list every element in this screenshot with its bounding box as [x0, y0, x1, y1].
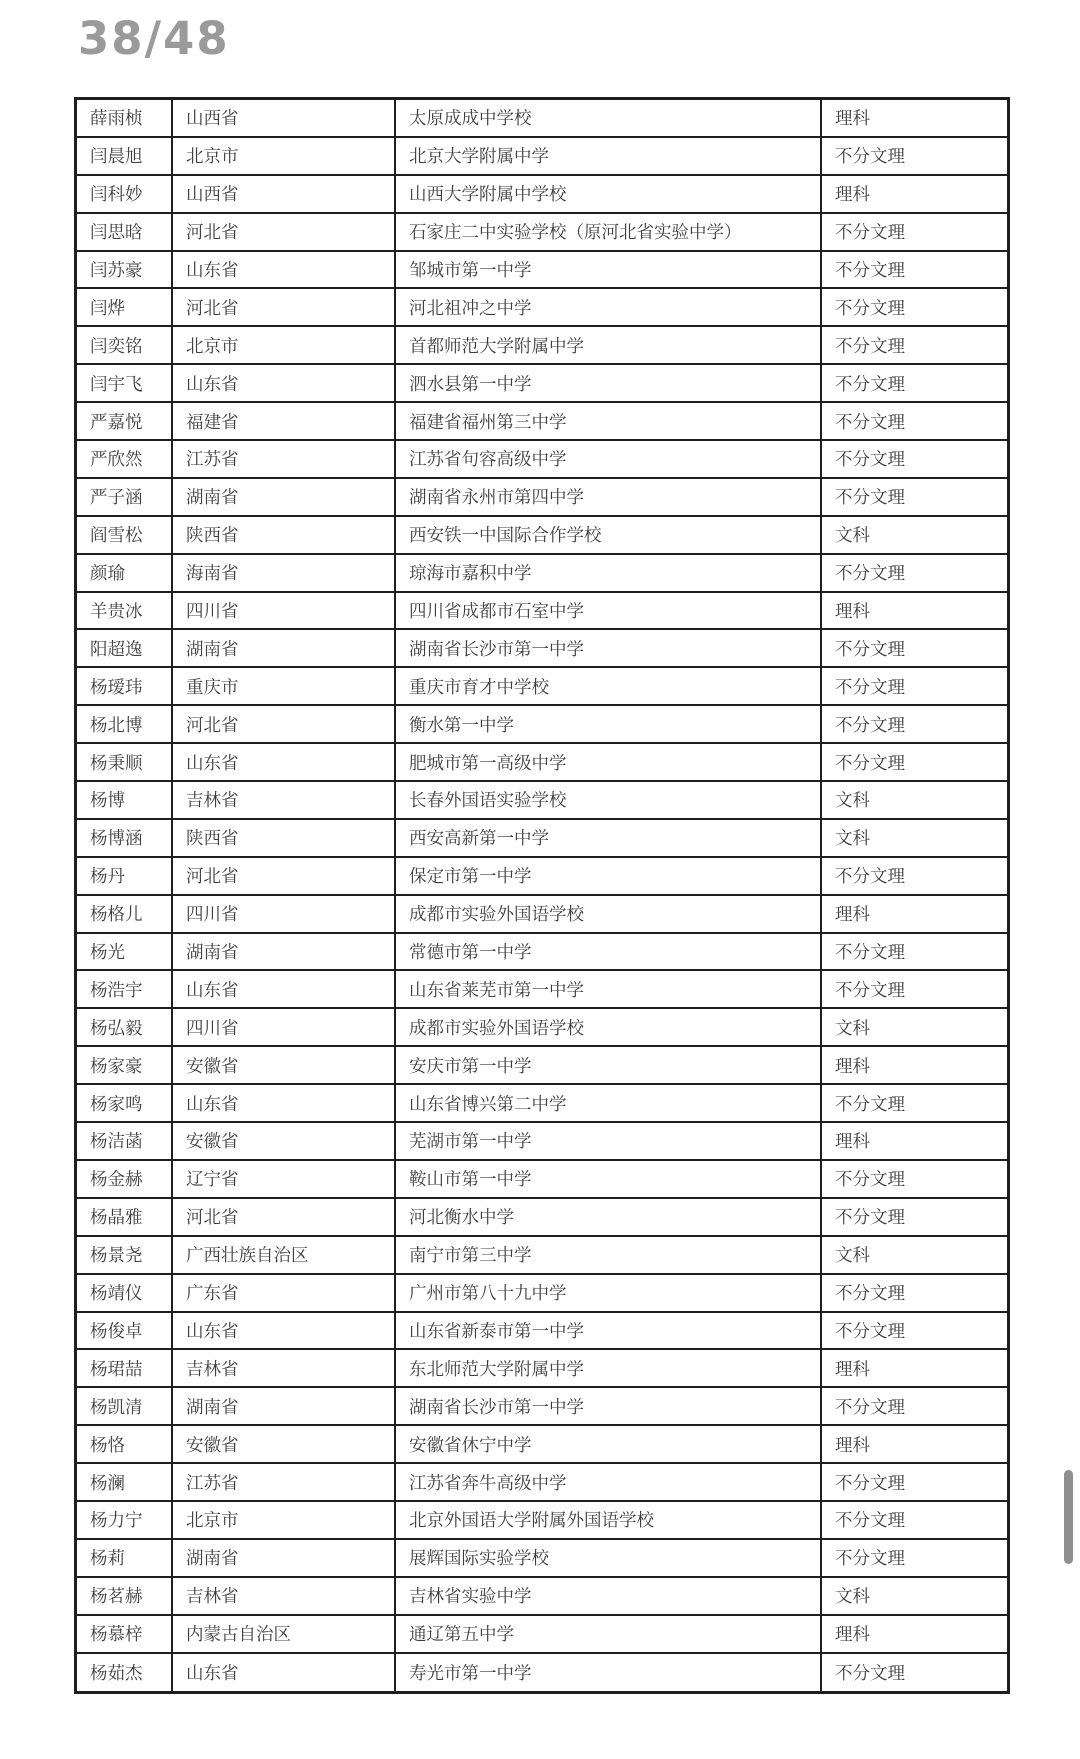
- table-row: [77, 1654, 1007, 1692]
- cell-school: 湖南省长沙市第一中学: [396, 1388, 822, 1424]
- cell-track: 不分文理: [835, 488, 905, 509]
- cell-province: 湖南省: [173, 630, 396, 666]
- cell-province: 安徽省: [173, 1426, 396, 1462]
- cell-name: 杨弘毅: [77, 1009, 173, 1045]
- cell-province: 湖南省: [173, 934, 396, 970]
- cell-name: 闫宇飞: [77, 365, 173, 401]
- cell-name: 杨博: [77, 782, 173, 818]
- cell-name: 杨洁菡: [77, 1123, 173, 1159]
- cell-province: 广东省: [173, 1275, 396, 1311]
- cell-name: 杨力宁: [77, 1502, 173, 1538]
- cell-name: 杨家豪: [77, 1047, 173, 1083]
- cell-school: 西安铁一中国际合作学校: [396, 517, 822, 553]
- cell-track: 不分文理: [835, 980, 905, 1001]
- cell-track: 不分文理: [835, 147, 905, 168]
- table-row: [77, 1540, 1007, 1578]
- cell-name: 杨金赫: [77, 1161, 173, 1197]
- cell-name: 杨家鸣: [77, 1085, 173, 1121]
- table-row: [77, 668, 1007, 706]
- cell-track: 不分文理: [835, 753, 905, 774]
- cell-track: 理科: [835, 109, 870, 130]
- table-row: [77, 1047, 1007, 1085]
- cell-school: 衡水第一中学: [396, 706, 822, 742]
- table-row: [77, 138, 1007, 176]
- cell-school: 邹城市第一中学: [396, 252, 822, 288]
- cell-school: 北京外国语大学附属外国语学校: [396, 1502, 822, 1538]
- cell-school: 琼海市嘉积中学: [396, 555, 822, 591]
- cell-school: 东北师范大学附属中学: [396, 1350, 822, 1386]
- cell-province: 山东省: [173, 971, 396, 1007]
- cell-name: 杨恪: [77, 1426, 173, 1462]
- cell-track: 理科: [835, 905, 870, 926]
- cell-name: 杨俊卓: [77, 1313, 173, 1349]
- table-row: [77, 517, 1007, 555]
- cell-province: 山东省: [173, 1313, 396, 1349]
- cell-province: 辽宁省: [173, 1161, 396, 1197]
- cell-province: 北京市: [173, 1502, 396, 1538]
- cell-name: 阎雪松: [77, 517, 173, 553]
- cell-school: 四川省成都市石室中学: [396, 593, 822, 629]
- cell-name: 杨靖仪: [77, 1275, 173, 1311]
- cell-name: 杨瑷玮: [77, 668, 173, 704]
- cell-province: 福建省: [173, 403, 396, 439]
- cell-province: 江苏省: [173, 441, 396, 477]
- table-row: [77, 1123, 1007, 1161]
- table-row: [77, 365, 1007, 403]
- cell-province: 河北省: [173, 214, 396, 250]
- table-row: [77, 214, 1007, 252]
- cell-province: 湖南省: [173, 1388, 396, 1424]
- cell-province: 北京市: [173, 138, 396, 174]
- cell-school: 西安高新第一中学: [396, 820, 822, 856]
- cell-school: 福建省福州第三中学: [396, 403, 822, 439]
- cell-name: 杨格儿: [77, 896, 173, 932]
- cell-track: 文科: [835, 1587, 870, 1608]
- table-row: [77, 593, 1007, 631]
- table-row: [77, 1161, 1007, 1199]
- cell-school: 成都市实验外国语学校: [396, 896, 822, 932]
- cell-province: 河北省: [173, 858, 396, 894]
- cell-name: 杨博涵: [77, 820, 173, 856]
- cell-province: 北京市: [173, 327, 396, 363]
- table-row: [77, 441, 1007, 479]
- cell-province: 山东省: [173, 365, 396, 401]
- cell-province: 海南省: [173, 555, 396, 591]
- cell-track: 不分文理: [835, 564, 905, 585]
- table-row: [77, 896, 1007, 934]
- cell-school: 湖南省长沙市第一中学: [396, 630, 822, 666]
- cell-province: 陕西省: [173, 820, 396, 856]
- table-row: [77, 630, 1007, 668]
- cell-school: 河北衡水中学: [396, 1199, 822, 1235]
- cell-name: 杨晶雅: [77, 1199, 173, 1235]
- cell-province: 安徽省: [173, 1047, 396, 1083]
- cell-name: 闫苏豪: [77, 252, 173, 288]
- cell-name: 严欣然: [77, 441, 173, 477]
- cell-province: 山西省: [173, 176, 396, 212]
- cell-province: 陕西省: [173, 517, 396, 553]
- cell-school: 寿光市第一中学: [396, 1654, 822, 1692]
- vertical-scrollbar-thumb[interactable]: [1064, 1470, 1073, 1564]
- cell-province: 湖南省: [173, 479, 396, 515]
- cell-name: 闫科妙: [77, 176, 173, 212]
- cell-track: 不分文理: [835, 677, 905, 698]
- table-row: [77, 1313, 1007, 1351]
- table-row: [77, 971, 1007, 1009]
- cell-school: 吉林省实验中学: [396, 1578, 822, 1614]
- table-row: [77, 1616, 1007, 1654]
- cell-province: 吉林省: [173, 1578, 396, 1614]
- cell-school: 展辉国际实验学校: [396, 1540, 822, 1576]
- cell-school: 肥城市第一高级中学: [396, 744, 822, 780]
- cell-school: 山东省博兴第二中学: [396, 1085, 822, 1121]
- cell-province: 山东省: [173, 1654, 396, 1692]
- cell-province: 吉林省: [173, 1350, 396, 1386]
- cell-province: 四川省: [173, 593, 396, 629]
- cell-school: 江苏省奔牛高级中学: [396, 1464, 822, 1500]
- cell-school: 湖南省永州市第四中学: [396, 479, 822, 515]
- cell-track: 理科: [835, 1056, 870, 1077]
- cell-school: 南宁市第三中学: [396, 1237, 822, 1273]
- cell-track: 不分文理: [835, 1663, 905, 1684]
- cell-track: 不分文理: [835, 1549, 905, 1570]
- cell-school: 河北祖冲之中学: [396, 289, 822, 325]
- cell-province: 四川省: [173, 1009, 396, 1045]
- cell-track: 不分文理: [835, 1397, 905, 1418]
- cell-name: 杨丹: [77, 858, 173, 894]
- table-row: [77, 327, 1007, 365]
- cell-name: 严嘉悦: [77, 403, 173, 439]
- cell-school: 保定市第一中学: [396, 858, 822, 894]
- cell-track: 文科: [835, 1246, 870, 1267]
- table-row: [77, 252, 1007, 290]
- cell-track: 文科: [835, 829, 870, 850]
- cell-school: 通辽第五中学: [396, 1616, 822, 1652]
- cell-name: 杨澜: [77, 1464, 173, 1500]
- cell-track: 文科: [835, 1018, 870, 1039]
- cell-school: 首都师范大学附属中学: [396, 327, 822, 363]
- table-row: [77, 479, 1007, 517]
- cell-school: 山东省新泰市第一中学: [396, 1313, 822, 1349]
- table-row: [77, 782, 1007, 820]
- cell-province: 四川省: [173, 896, 396, 932]
- cell-name: 薛雨桢: [77, 100, 173, 136]
- cell-school: 广州市第八十九中学: [396, 1275, 822, 1311]
- cell-track: 不分文理: [835, 1284, 905, 1305]
- table-row: [77, 934, 1007, 972]
- cell-name: 阳超逸: [77, 630, 173, 666]
- cell-track: 不分文理: [835, 1511, 905, 1532]
- cell-track: 不分文理: [835, 715, 905, 736]
- table-row: [77, 555, 1007, 593]
- table-row: [77, 1578, 1007, 1616]
- cell-school: 安庆市第一中学: [396, 1047, 822, 1083]
- cell-track: 不分文理: [835, 450, 905, 471]
- table-row: [77, 1350, 1007, 1388]
- cell-province: 河北省: [173, 706, 396, 742]
- table-row: [77, 1464, 1007, 1502]
- table-row: [77, 289, 1007, 327]
- cell-track: 不分文理: [835, 223, 905, 244]
- cell-track: 不分文理: [835, 867, 905, 888]
- table-row: [77, 1502, 1007, 1540]
- cell-track: 理科: [835, 1625, 870, 1646]
- cell-school: 石家庄二中实验学校（原河北省实验中学）: [396, 214, 822, 250]
- table-row: [77, 1275, 1007, 1313]
- cell-province: 安徽省: [173, 1123, 396, 1159]
- cell-school: 北京大学附属中学: [396, 138, 822, 174]
- cell-name: 杨浩宇: [77, 971, 173, 1007]
- cell-school: 江苏省句容高级中学: [396, 441, 822, 477]
- cell-school: 芜湖市第一中学: [396, 1123, 822, 1159]
- table-row: [77, 176, 1007, 214]
- cell-track: 不分文理: [835, 943, 905, 964]
- page-number-indicator: 38/48: [78, 12, 230, 65]
- table-row: [77, 1009, 1007, 1047]
- cell-province: 吉林省: [173, 782, 396, 818]
- cell-name: 严子涵: [77, 479, 173, 515]
- table-row: [77, 1426, 1007, 1464]
- student-roster-table: [74, 97, 1010, 1694]
- table-row: [77, 1199, 1007, 1237]
- table-row: [77, 1085, 1007, 1123]
- cell-track: 理科: [835, 1359, 870, 1380]
- cell-track: 不分文理: [835, 261, 905, 281]
- cell-name: 杨慕梓: [77, 1616, 173, 1652]
- cell-school: 太原成成中学校: [396, 100, 822, 136]
- cell-school: 安徽省休宁中学: [396, 1426, 822, 1462]
- cell-track: 理科: [835, 185, 870, 206]
- cell-province: 河北省: [173, 1199, 396, 1235]
- table-row: [77, 1388, 1007, 1426]
- cell-name: 杨茗赫: [77, 1578, 173, 1614]
- cell-track: 理科: [835, 1132, 870, 1153]
- cell-track: 不分文理: [835, 298, 905, 319]
- table-row: [77, 403, 1007, 441]
- table-row: [77, 1237, 1007, 1275]
- cell-province: 湖南省: [173, 1540, 396, 1576]
- cell-school: 山东省莱芜市第一中学: [396, 971, 822, 1007]
- table-row: [77, 858, 1007, 896]
- cell-name: 闫烨: [77, 289, 173, 325]
- cell-track: 不分文理: [835, 412, 905, 433]
- cell-school: 泗水县第一中学: [396, 365, 822, 401]
- cell-track: 不分文理: [835, 374, 905, 395]
- cell-name: 杨秉顺: [77, 744, 173, 780]
- cell-school: 山西大学附属中学校: [396, 176, 822, 212]
- cell-name: 杨莉: [77, 1540, 173, 1576]
- table-row: [77, 744, 1007, 782]
- cell-school: 长春外国语实验学校: [396, 782, 822, 818]
- cell-province: 山东省: [173, 252, 396, 288]
- table-row: [77, 820, 1007, 858]
- cell-name: 杨景尧: [77, 1237, 173, 1273]
- cell-school: 重庆市育才中学校: [396, 668, 822, 704]
- cell-province: 山东省: [173, 744, 396, 780]
- cell-track: 不分文理: [835, 336, 905, 357]
- cell-province: 重庆市: [173, 668, 396, 704]
- cell-track: 不分文理: [835, 1208, 905, 1229]
- cell-name: 颜瑜: [77, 555, 173, 591]
- cell-name: 闫晨旭: [77, 138, 173, 174]
- cell-track: 文科: [835, 526, 870, 547]
- table-row: [77, 706, 1007, 744]
- cell-province: 山西省: [173, 100, 396, 136]
- cell-school: 成都市实验外国语学校: [396, 1009, 822, 1045]
- cell-province: 广西壮族自治区: [173, 1237, 396, 1273]
- cell-name: 杨凯清: [77, 1388, 173, 1424]
- cell-track: 不分文理: [835, 1094, 905, 1115]
- cell-track: 理科: [835, 602, 870, 623]
- cell-province: 内蒙古自治区: [173, 1616, 396, 1652]
- cell-name: 闫奕铭: [77, 327, 173, 363]
- cell-name: 羊贵冰: [77, 593, 173, 629]
- cell-name: 杨珺喆: [77, 1350, 173, 1386]
- cell-name: 闫思晗: [77, 214, 173, 250]
- cell-name: 杨茹杰: [77, 1654, 173, 1692]
- cell-school: 常德市第一中学: [396, 934, 822, 970]
- cell-school: 鞍山市第一中学: [396, 1161, 822, 1197]
- cell-province: 山东省: [173, 1085, 396, 1121]
- cell-track: 不分文理: [835, 1321, 905, 1342]
- cell-track: 不分文理: [835, 639, 905, 660]
- cell-name: 杨光: [77, 934, 173, 970]
- cell-track: 不分文理: [835, 1170, 905, 1191]
- cell-track: 文科: [835, 791, 870, 812]
- cell-track: 不分文理: [835, 1473, 905, 1494]
- cell-province: 河北省: [173, 289, 396, 325]
- cell-province: 江苏省: [173, 1464, 396, 1500]
- cell-name: 杨北博: [77, 706, 173, 742]
- table-row: [77, 100, 1007, 138]
- cell-track: 理科: [835, 1435, 870, 1456]
